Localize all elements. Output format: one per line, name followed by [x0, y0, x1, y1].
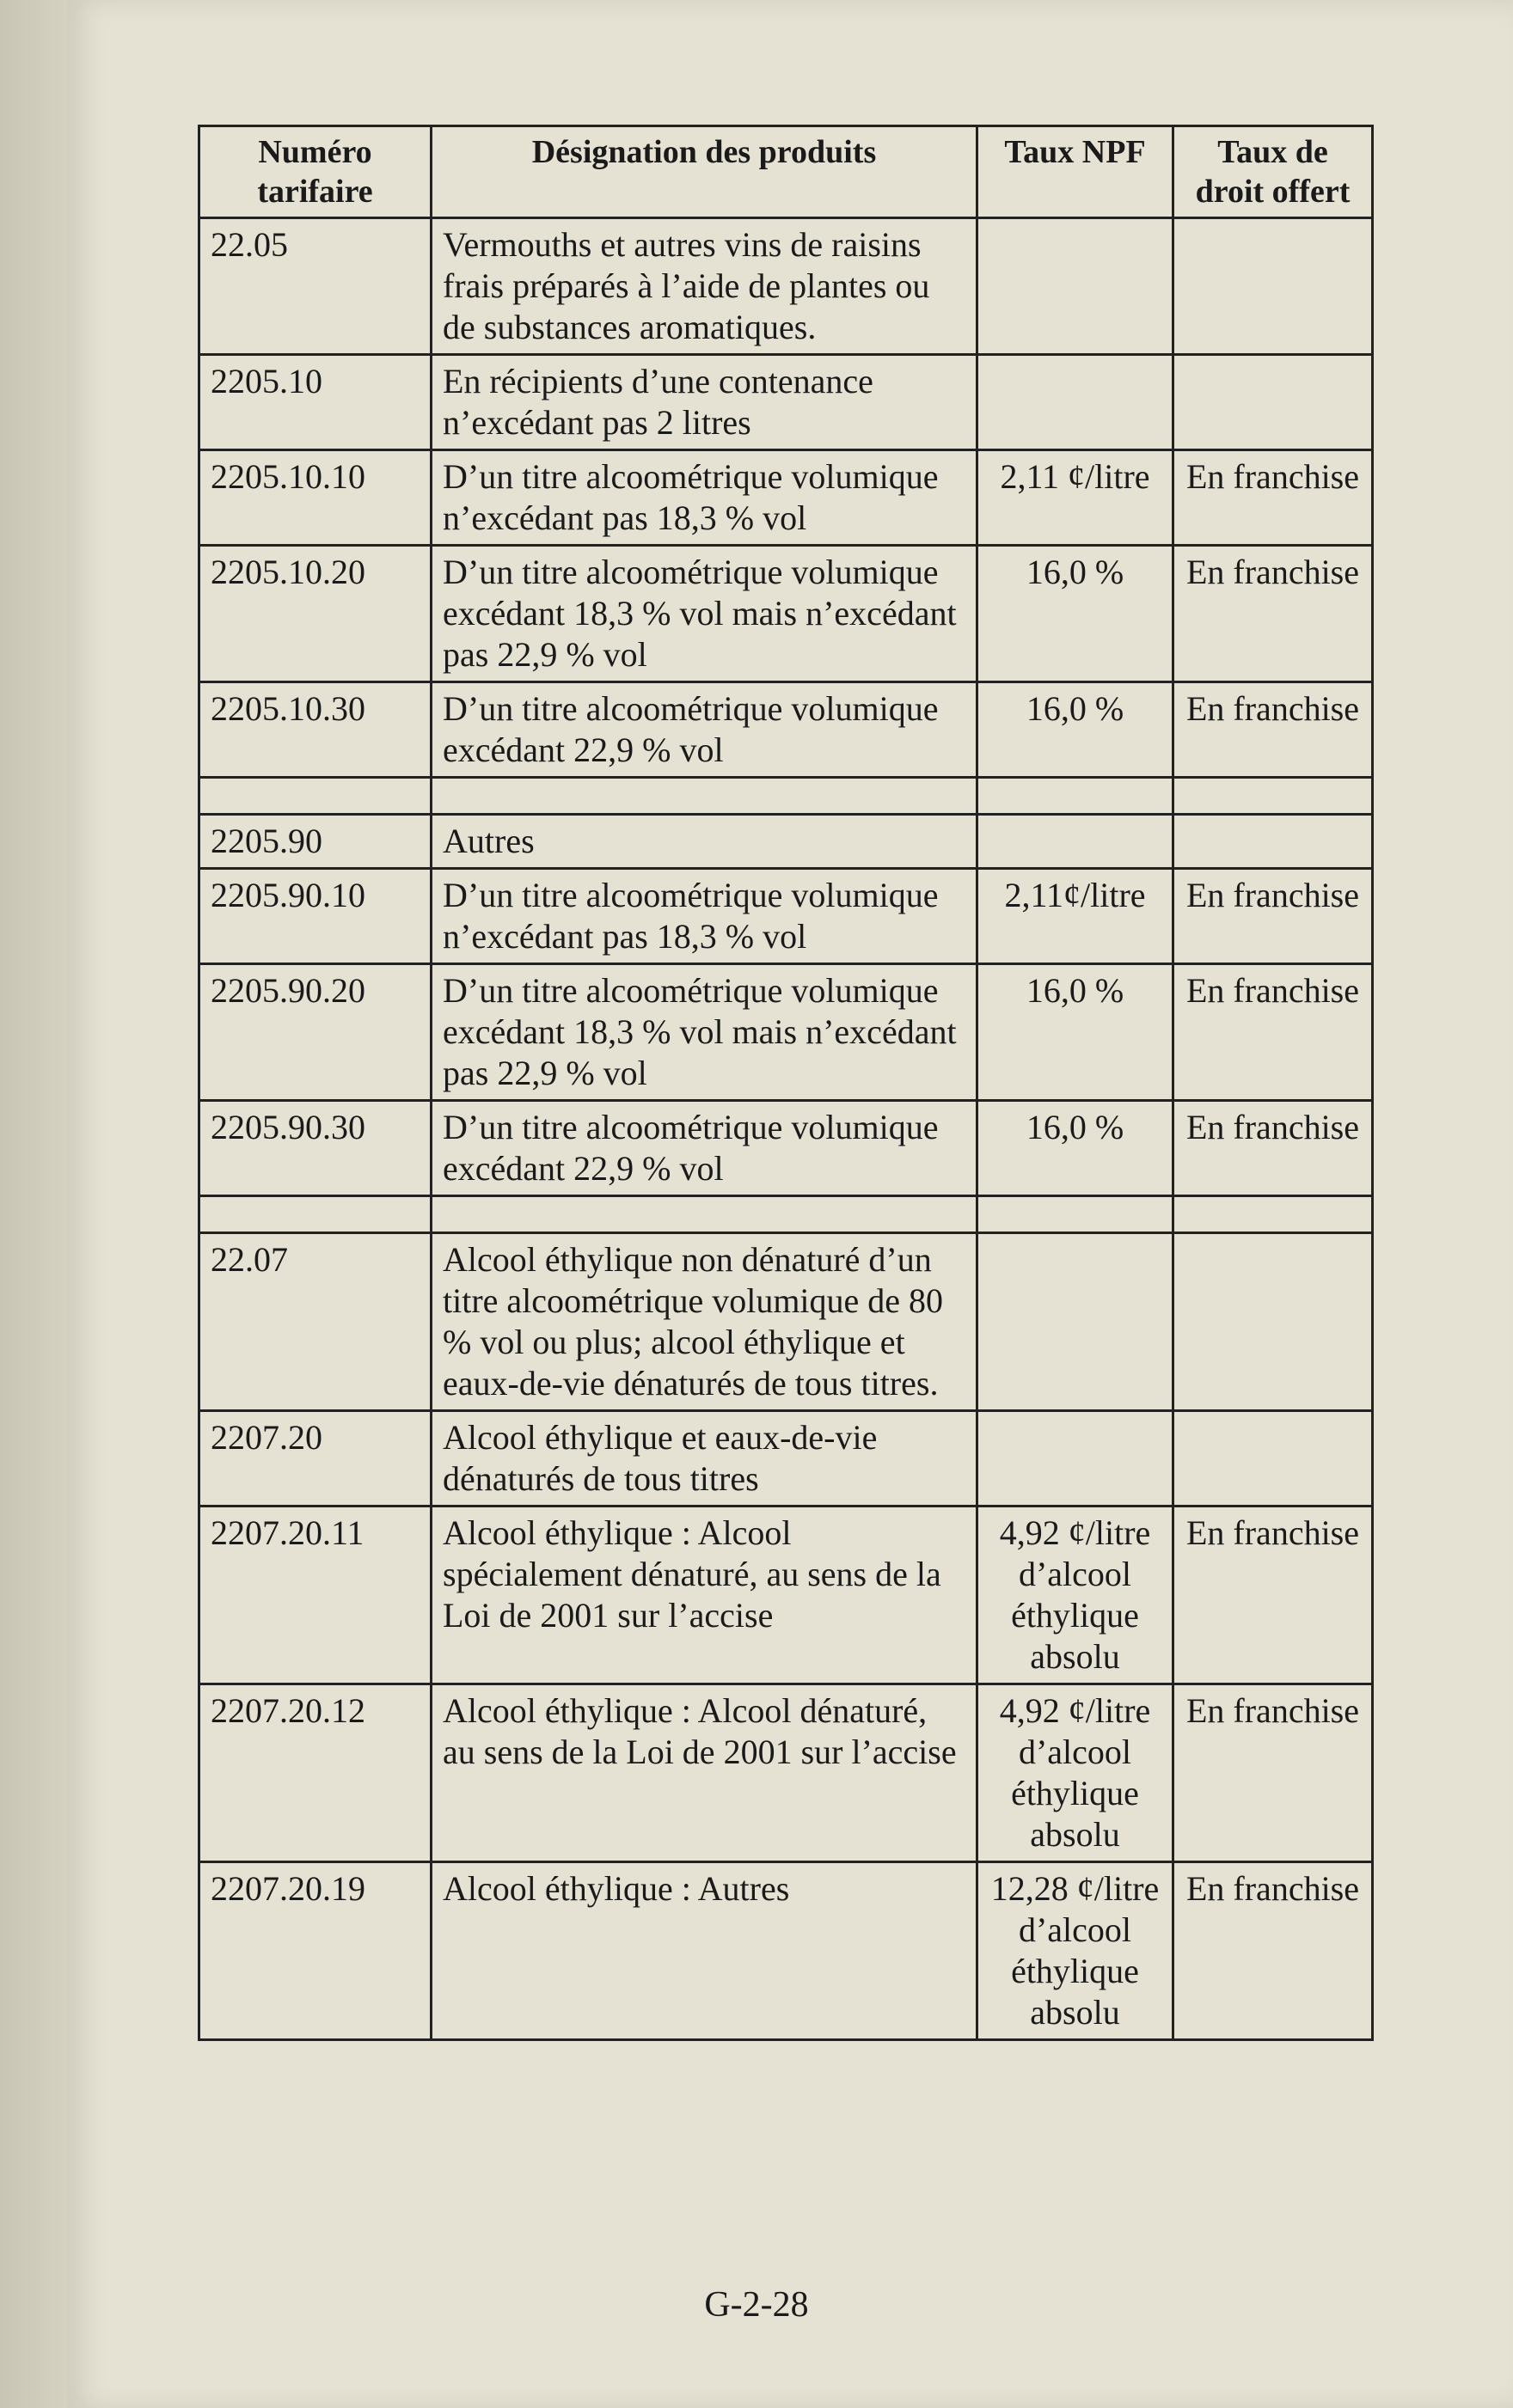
cell-offered-rate [1173, 218, 1373, 355]
cell-description: D’un titre alcoométrique volumique excédant 22,9 % vol [432, 682, 977, 778]
cell-mfn-rate: 12,28 ¢/litre d’alcool éthylique absolu [977, 1862, 1173, 2040]
tariff-table [198, 125, 1374, 2041]
cell-mfn-rate [977, 1196, 1173, 1233]
header-mfn-rate: Taux NPF [977, 126, 1173, 218]
table-row [199, 1101, 1373, 1196]
cell-code: 2205.90 [199, 815, 432, 869]
cell-mfn-rate: 16,0 % [977, 1101, 1173, 1196]
cell-description [432, 1196, 977, 1233]
cell-code: 2205.10.30 [199, 682, 432, 778]
cell-offered-rate [1173, 355, 1373, 450]
cell-code: 2207.20.19 [199, 1862, 432, 2040]
cell-offered-rate [1173, 778, 1373, 815]
cell-offered-rate: En franchise [1173, 1101, 1373, 1196]
cell-code: 2205.90.30 [199, 1101, 432, 1196]
cell-description [432, 778, 977, 815]
table-row [199, 778, 1373, 815]
cell-mfn-rate: 2,11 ¢/litre [977, 450, 1173, 546]
cell-mfn-rate [977, 1411, 1173, 1507]
cell-description: D’un titre alcoométrique volumique n’excédant pas 18,3 % vol [432, 450, 977, 546]
cell-mfn-rate: 16,0 % [977, 964, 1173, 1101]
cell-code [199, 1196, 432, 1233]
table-row [199, 964, 1373, 1101]
cell-description: Alcool éthylique : Autres [432, 1862, 977, 2040]
cell-code [199, 778, 432, 815]
table-row [199, 1196, 1373, 1233]
cell-offered-rate: En franchise [1173, 546, 1373, 682]
cell-offered-rate: En franchise [1173, 964, 1373, 1101]
cell-description: D’un titre alcoométrique volumique n’excédant pas 18,3 % vol [432, 869, 977, 964]
cell-code: 2207.20.11 [199, 1507, 432, 1684]
cell-code: 2205.10.10 [199, 450, 432, 546]
cell-code: 2205.10 [199, 355, 432, 450]
table-row [199, 1233, 1373, 1411]
cell-offered-rate: En franchise [1173, 450, 1373, 546]
cell-description: D’un titre alcoométrique volumique excédant 18,3 % vol mais n’excédant pas 22,9 % vol [432, 546, 977, 682]
table-row [199, 869, 1373, 964]
cell-mfn-rate [977, 815, 1173, 869]
cell-code: 2205.10.20 [199, 546, 432, 682]
table-row [199, 355, 1373, 450]
cell-description: Alcool éthylique non dénaturé d’un titre alcoométrique volumique de 80 % vol ou plus; alcool éthylique et eaux-de-vie dénaturés de tous titres. [432, 1233, 977, 1411]
book-spine [0, 0, 67, 2408]
cell-description: Autres [432, 815, 977, 869]
cell-description: Vermouths et autres vins de raisins frais préparés à l’aide de plantes ou de substances aromatiques. [432, 218, 977, 355]
table-row [199, 815, 1373, 869]
table-row [199, 1411, 1373, 1507]
cell-code: 2205.90.10 [199, 869, 432, 964]
table-body [199, 218, 1373, 2040]
cell-description: Alcool éthylique : Alcool dénaturé, au sens de la Loi de 2001 sur l’accise [432, 1684, 977, 1862]
table-row [199, 682, 1373, 778]
cell-offered-rate [1173, 815, 1373, 869]
cell-description: En récipients d’une contenance n’excédant pas 2 litres [432, 355, 977, 450]
table-row [199, 1862, 1373, 2040]
cell-code: 2207.20.12 [199, 1684, 432, 1862]
header-code: Numéro tarifaire [199, 126, 432, 218]
table-row [199, 1507, 1373, 1684]
cell-mfn-rate: 2,11¢/litre [977, 869, 1173, 964]
cell-description: Alcool éthylique et eaux-de-vie dénaturés de tous titres [432, 1411, 977, 1507]
cell-offered-rate: En franchise [1173, 682, 1373, 778]
cell-code: 2207.20 [199, 1411, 432, 1507]
table-row [199, 1684, 1373, 1862]
cell-mfn-rate [977, 778, 1173, 815]
table-row [199, 546, 1373, 682]
page-number: G-2-28 [704, 2285, 809, 2325]
cell-code: 22.07 [199, 1233, 432, 1411]
cell-mfn-rate: 16,0 % [977, 682, 1173, 778]
cell-code: 2205.90.20 [199, 964, 432, 1101]
cell-offered-rate: En franchise [1173, 1684, 1373, 1862]
cell-mfn-rate [977, 355, 1173, 450]
cell-offered-rate: En franchise [1173, 1862, 1373, 2040]
cell-description: Alcool éthylique : Alcool spécialement dénaturé, au sens de la Loi de 2001 sur l’accise [432, 1507, 977, 1684]
cell-mfn-rate: 4,92 ¢/litre d’alcool éthylique absolu [977, 1684, 1173, 1862]
header-row [199, 126, 1373, 218]
cell-mfn-rate: 16,0 % [977, 546, 1173, 682]
cell-offered-rate [1173, 1233, 1373, 1411]
cell-mfn-rate: 4,92 ¢/litre d’alcool éthylique absolu [977, 1507, 1173, 1684]
cell-offered-rate: En franchise [1173, 1507, 1373, 1684]
header-offered-rate: Taux de droit offert [1173, 126, 1373, 218]
cell-offered-rate [1173, 1411, 1373, 1507]
cell-offered-rate [1173, 1196, 1373, 1233]
table-row [199, 450, 1373, 546]
cell-description: D’un titre alcoométrique volumique excédant 22,9 % vol [432, 1101, 977, 1196]
cell-description: D’un titre alcoométrique volumique excédant 18,3 % vol mais n’excédant pas 22,9 % vol [432, 964, 977, 1101]
table-header [199, 126, 1373, 218]
table-row [199, 218, 1373, 355]
cell-mfn-rate [977, 218, 1173, 355]
cell-mfn-rate [977, 1233, 1173, 1411]
cell-offered-rate: En franchise [1173, 869, 1373, 964]
header-description: Désignation des produits [432, 126, 977, 218]
cell-code: 22.05 [199, 218, 432, 355]
